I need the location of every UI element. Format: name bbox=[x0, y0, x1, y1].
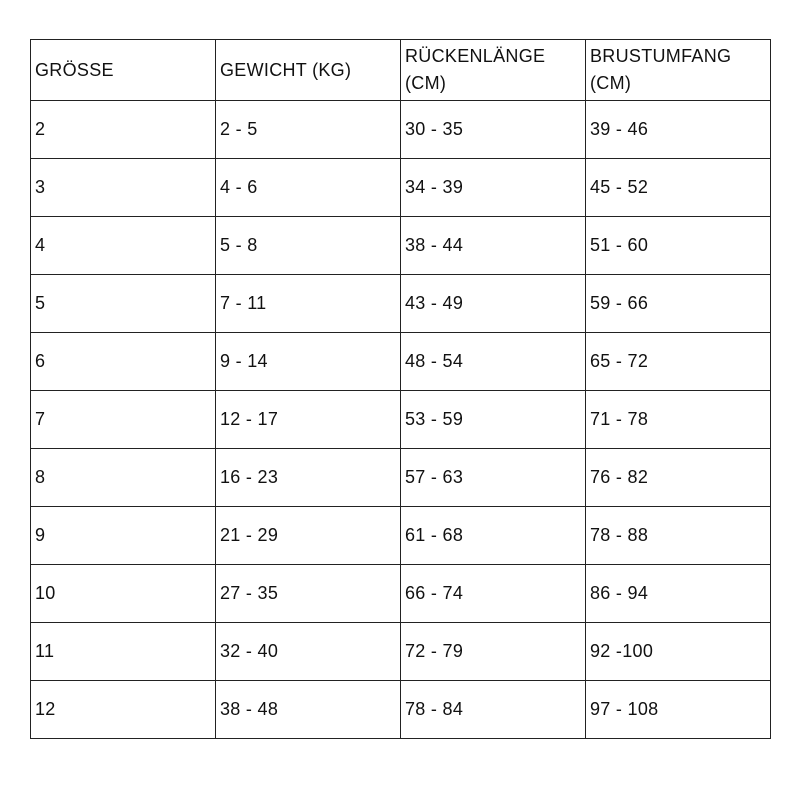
cell-weight: 12 - 17 bbox=[216, 391, 401, 449]
table-body bbox=[31, 101, 771, 739]
cell-size: 10 bbox=[31, 565, 216, 623]
cell-chest-girth: 51 - 60 bbox=[586, 217, 771, 275]
cell-weight: 38 - 48 bbox=[216, 681, 401, 739]
cell-chest-girth: 76 - 82 bbox=[586, 449, 771, 507]
table-row bbox=[31, 217, 771, 275]
cell-size: 2 bbox=[31, 101, 216, 159]
cell-size: 5 bbox=[31, 275, 216, 333]
header-row bbox=[31, 40, 771, 101]
table-row bbox=[31, 101, 771, 159]
size-chart-table bbox=[30, 39, 771, 739]
table-row bbox=[31, 449, 771, 507]
cell-chest-girth: 92 -100 bbox=[586, 623, 771, 681]
table-row bbox=[31, 159, 771, 217]
cell-chest-girth: 97 - 108 bbox=[586, 681, 771, 739]
cell-weight: 2 - 5 bbox=[216, 101, 401, 159]
header-back-length: RÜCKENLÄNGE (CM) bbox=[401, 40, 586, 101]
cell-size: 9 bbox=[31, 507, 216, 565]
cell-chest-girth: 39 - 46 bbox=[586, 101, 771, 159]
cell-size: 3 bbox=[31, 159, 216, 217]
cell-weight: 21 - 29 bbox=[216, 507, 401, 565]
cell-size: 8 bbox=[31, 449, 216, 507]
cell-back-length: 66 - 74 bbox=[401, 565, 586, 623]
cell-back-length: 61 - 68 bbox=[401, 507, 586, 565]
cell-back-length: 30 - 35 bbox=[401, 101, 586, 159]
cell-back-length: 48 - 54 bbox=[401, 333, 586, 391]
cell-weight: 27 - 35 bbox=[216, 565, 401, 623]
header-weight: GEWICHT (KG) bbox=[216, 40, 401, 101]
cell-size: 4 bbox=[31, 217, 216, 275]
cell-back-length: 53 - 59 bbox=[401, 391, 586, 449]
cell-chest-girth: 86 - 94 bbox=[586, 565, 771, 623]
cell-back-length: 57 - 63 bbox=[401, 449, 586, 507]
cell-back-length: 34 - 39 bbox=[401, 159, 586, 217]
cell-chest-girth: 45 - 52 bbox=[586, 159, 771, 217]
cell-weight: 32 - 40 bbox=[216, 623, 401, 681]
cell-chest-girth: 78 - 88 bbox=[586, 507, 771, 565]
header-chest-girth: BRUSTUMFANG (CM) bbox=[586, 40, 771, 101]
cell-chest-girth: 59 - 66 bbox=[586, 275, 771, 333]
table-row bbox=[31, 565, 771, 623]
table-row bbox=[31, 507, 771, 565]
cell-back-length: 72 - 79 bbox=[401, 623, 586, 681]
table-row bbox=[31, 391, 771, 449]
table-row bbox=[31, 681, 771, 739]
cell-back-length: 43 - 49 bbox=[401, 275, 586, 333]
cell-weight: 5 - 8 bbox=[216, 217, 401, 275]
cell-weight: 7 - 11 bbox=[216, 275, 401, 333]
cell-chest-girth: 71 - 78 bbox=[586, 391, 771, 449]
cell-size: 7 bbox=[31, 391, 216, 449]
cell-size: 12 bbox=[31, 681, 216, 739]
cell-size: 6 bbox=[31, 333, 216, 391]
cell-weight: 4 - 6 bbox=[216, 159, 401, 217]
cell-back-length: 38 - 44 bbox=[401, 217, 586, 275]
header-size: GRÖSSE bbox=[31, 40, 216, 101]
table-row bbox=[31, 333, 771, 391]
cell-weight: 16 - 23 bbox=[216, 449, 401, 507]
table-header bbox=[31, 40, 771, 101]
cell-chest-girth: 65 - 72 bbox=[586, 333, 771, 391]
cell-size: 11 bbox=[31, 623, 216, 681]
table-row bbox=[31, 623, 771, 681]
table-row bbox=[31, 275, 771, 333]
cell-weight: 9 - 14 bbox=[216, 333, 401, 391]
cell-back-length: 78 - 84 bbox=[401, 681, 586, 739]
